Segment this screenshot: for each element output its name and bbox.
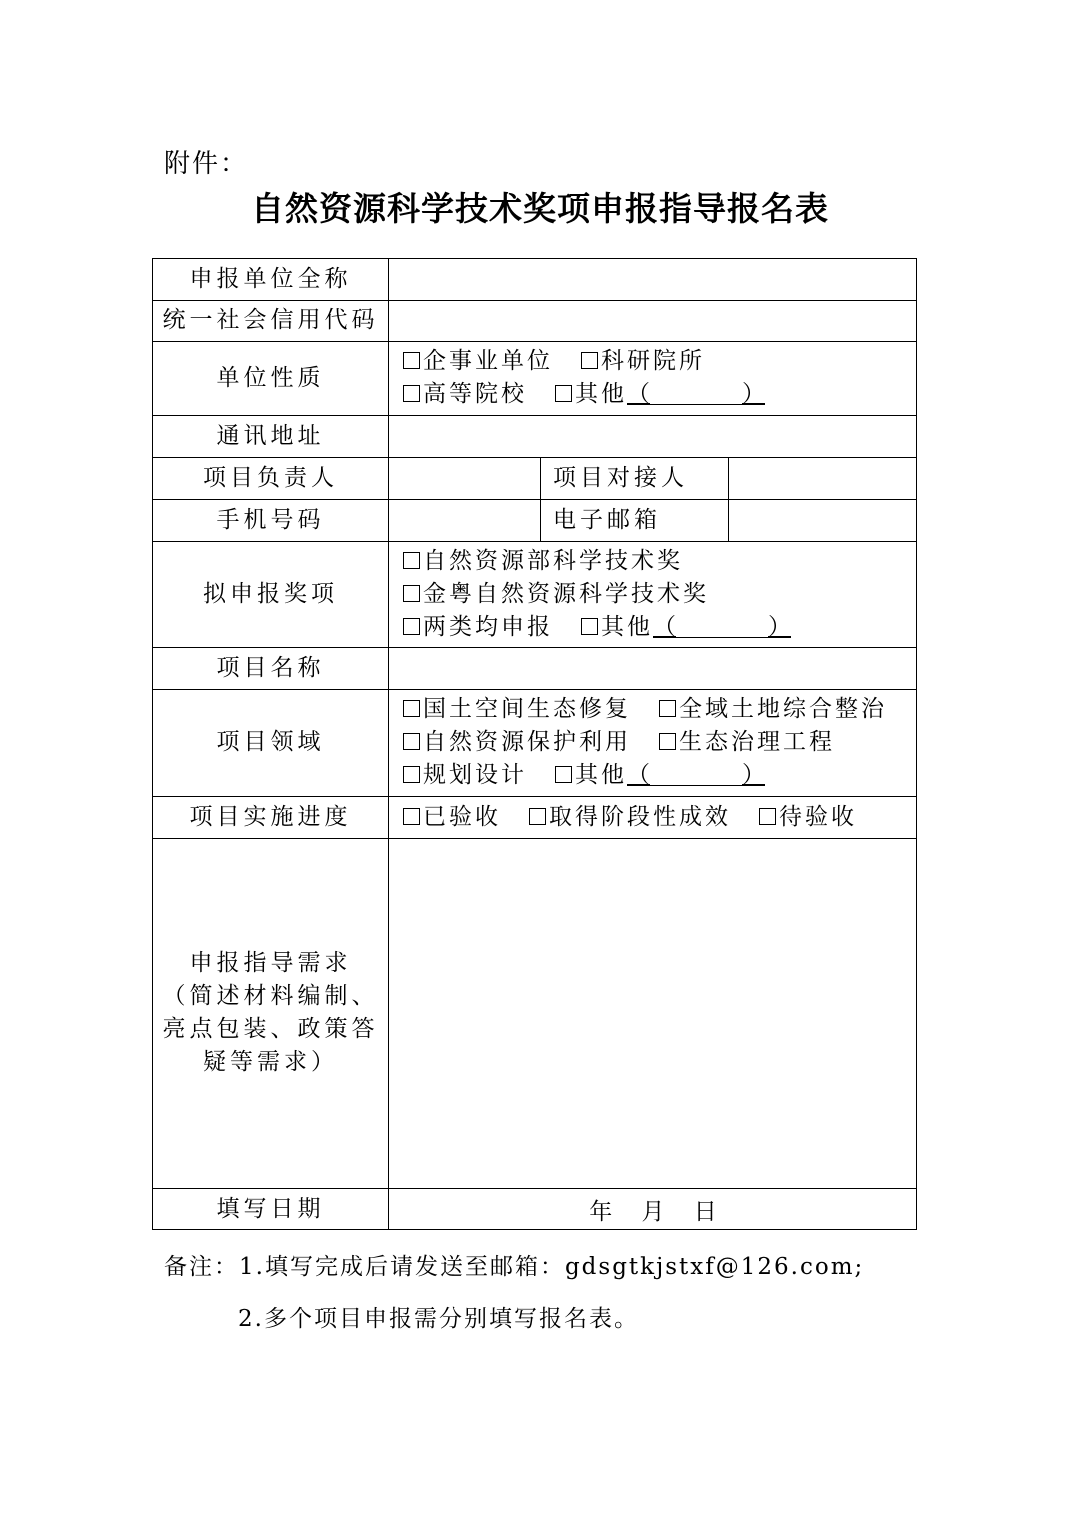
label-date: 填写日期 [216,1195,325,1222]
note-line-1: 备注：1.填写完成后请发送至邮箱：gdsgtkjstxf@126.com; [164,1254,865,1280]
option-university[interactable] [403,378,527,411]
option-planning-design[interactable] [403,759,527,792]
option-label: 国土空间生态修复 [423,696,631,722]
option-label: 金粤自然资源科学技术奖 [423,580,709,607]
option-ecological-restoration[interactable] [403,693,631,726]
option-label: 待验收 [779,803,857,830]
address-field[interactable] [389,415,917,457]
option-row [403,345,917,378]
label-email: 电子邮箱 [553,506,661,533]
option-label: 其他 [575,381,627,407]
option-label: 取得阶段性成效 [549,803,731,830]
paren-open: （ [627,381,650,407]
option-resource-protection[interactable] [403,726,631,759]
option-other[interactable] [555,378,765,411]
option-row [403,759,917,792]
checkbox-icon [555,385,572,402]
label-field: 项目领域 [216,729,325,755]
option-label: 已验收 [423,803,501,830]
email-field[interactable] [729,499,917,541]
checkbox-icon [403,700,420,717]
option-other[interactable] [555,759,765,792]
option-ministry-award[interactable] [403,545,683,578]
paren-close: ） [768,613,791,640]
unit-name-field[interactable] [389,259,917,300]
leader-field[interactable] [389,457,540,499]
needs-line: 亮点包装、政策答 [162,1016,379,1042]
checkbox-icon [403,385,420,402]
registration-form [152,258,917,1230]
paren-open: （ [653,613,676,640]
checkbox-icon [403,733,420,750]
label-unit-nature: 单位性质 [216,364,325,391]
option-row [403,726,917,759]
checkbox-icon [529,808,546,825]
label-credit-code: 统一社会信用代码 [162,307,379,333]
option-label: 其他 [601,613,653,640]
label-award: 拟申报奖项 [203,580,338,607]
needs-line: （简述材料编制、 [162,983,379,1009]
checkbox-icon [759,808,776,825]
label-phone: 手机号码 [216,506,325,533]
option-enterprise[interactable] [403,345,553,378]
option-accepted[interactable] [403,801,501,834]
other-blank-field[interactable] [650,763,742,786]
label-progress: 项目实施进度 [189,803,352,830]
option-label: 高等院校 [423,381,527,407]
checkbox-icon [581,618,598,635]
other-blank-field[interactable] [676,615,768,638]
option-both-awards[interactable] [403,611,553,644]
option-phased-results[interactable] [529,801,731,834]
option-row [403,578,917,611]
checkbox-icon [555,766,572,783]
option-jinyue-award[interactable] [403,578,709,611]
option-row [403,611,917,644]
option-ecological-governance[interactable] [659,726,835,759]
option-row [403,693,917,726]
option-label: 两类均申报 [423,613,553,640]
option-label: 全域土地综合整治 [679,696,887,722]
label-leader: 项目负责人 [203,464,338,491]
option-label: 其他 [575,762,627,788]
phone-field[interactable] [389,499,540,541]
label-contact: 项目对接人 [553,464,688,491]
option-row [403,545,917,578]
option-row [403,801,917,834]
checkbox-icon [581,352,598,369]
checkbox-icon [403,352,420,369]
needs-field[interactable] [389,838,917,1188]
label-unit-name: 申报单位全称 [189,266,352,292]
unit-nature-options [389,345,917,411]
checkbox-icon [403,808,420,825]
option-label: 规划设计 [423,762,527,788]
paren-open: （ [627,762,650,788]
credit-code-field[interactable] [389,300,917,341]
paren-close: ） [742,381,765,407]
option-pending-acceptance[interactable] [759,801,857,834]
attachment-label: 附件： [164,149,249,179]
project-name-field[interactable] [389,647,917,689]
option-label: 生态治理工程 [679,729,835,755]
checkbox-icon [403,585,420,602]
needs-line: 申报指导需求 [189,950,352,976]
label-address: 通讯地址 [216,422,325,449]
progress-options [389,796,917,838]
option-label: 自然资源保护利用 [423,729,631,755]
checkbox-icon [403,766,420,783]
option-label: 自然资源部科学技术奖 [423,547,683,574]
page-title: 自然资源科学技术奖项申报指导报名表 [251,189,829,228]
needs-line: 疑等需求） [203,1049,338,1075]
note-line-2: 2.多个项目申报需分别填写报名表。 [238,1306,639,1332]
checkbox-icon [659,700,676,717]
option-other[interactable] [581,611,791,644]
option-research-institute[interactable] [581,345,705,378]
other-blank-field[interactable] [650,382,742,405]
label-needs [153,838,388,1188]
checkbox-icon [659,733,676,750]
paren-close: ） [742,762,765,788]
option-label: 企事业单位 [423,348,553,374]
option-land-consolidation[interactable] [659,693,887,726]
label-project-name: 项目名称 [216,654,325,681]
award-options [389,545,917,643]
date-field[interactable]: 年 月 日 [589,1199,717,1225]
option-label: 科研院所 [601,348,705,374]
contact-field[interactable] [729,457,917,499]
field-options [389,693,917,792]
checkbox-icon [403,618,420,635]
checkbox-icon [403,552,420,569]
option-row [403,378,917,411]
